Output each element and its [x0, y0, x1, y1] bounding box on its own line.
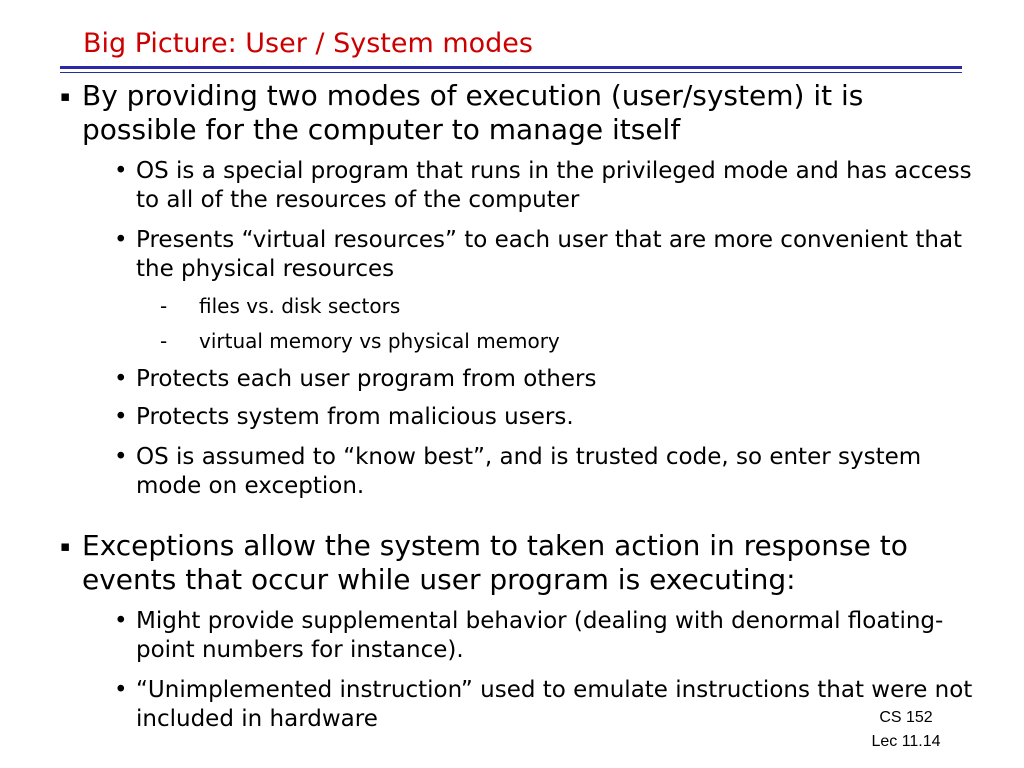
bullet-user-system-modes	[60, 79, 982, 147]
title-rule-thin	[60, 72, 962, 73]
round-bullet-icon: •	[114, 158, 128, 184]
round-bullet-icon: •	[114, 366, 128, 392]
bullet-text: Exceptions allow the system to taken action in response to events that occur while user program is executing:	[82, 529, 908, 596]
subbullet-text: OS is assumed to “know best”, and is trusted code, so enter system mode on exception.	[136, 444, 922, 499]
subbullet-os-privileged	[114, 157, 976, 215]
subsubbullet-virtual-memory	[160, 328, 899, 354]
square-bullet-icon: ▪	[60, 87, 71, 105]
subbullet-os-know-best	[114, 443, 976, 501]
subsubbullet-text: virtual memory vs physical memory	[199, 329, 560, 353]
square-bullet-icon: ▪	[60, 537, 71, 555]
subbullet-text: Protects each user program from others	[136, 366, 597, 392]
bullet-exceptions	[60, 529, 982, 597]
subbullet-text: Presents “virtual resources” to each user that are more convenient that the physical resources	[136, 227, 963, 282]
subbullet-text: Protects system from malicious users.	[136, 404, 574, 430]
subbullet-protects-users	[114, 365, 976, 394]
round-bullet-icon: •	[114, 444, 128, 470]
subsubbullet-text: files vs. disk sectors	[199, 294, 401, 318]
subbullet-text: OS is a special program that runs in the privileged mode and has access to all of the resources of the computer	[136, 158, 972, 213]
round-bullet-icon: •	[114, 677, 128, 703]
round-bullet-icon: •	[114, 608, 128, 634]
subbullet-virtual-resources	[114, 226, 976, 284]
slide-title: Big Picture: User / System modes	[83, 28, 533, 59]
round-bullet-icon: •	[114, 404, 128, 430]
round-bullet-icon: •	[114, 227, 128, 253]
subsubbullet-files-vs-sectors	[160, 293, 899, 319]
subbullet-text: Might provide supplemental behavior (dealing with denormal floating-point numbers for instance).	[136, 608, 944, 663]
subbullet-supplemental-behavior	[114, 607, 976, 665]
subbullet-protects-system	[114, 403, 976, 432]
title-rule-thick	[60, 66, 962, 69]
bullet-text: By providing two modes of execution (user/system) it is possible for the computer to manage itself	[82, 79, 864, 146]
subbullet-text: “Unimplemented instruction” used to emulate instructions that were not included in hardware	[136, 677, 973, 732]
dash-bullet-icon: -	[160, 294, 168, 318]
dash-bullet-icon: -	[160, 329, 168, 353]
slide-footer	[846, 706, 966, 754]
course-label: CS 152	[879, 709, 933, 726]
lecture-label: Lec 11.14	[871, 733, 941, 750]
